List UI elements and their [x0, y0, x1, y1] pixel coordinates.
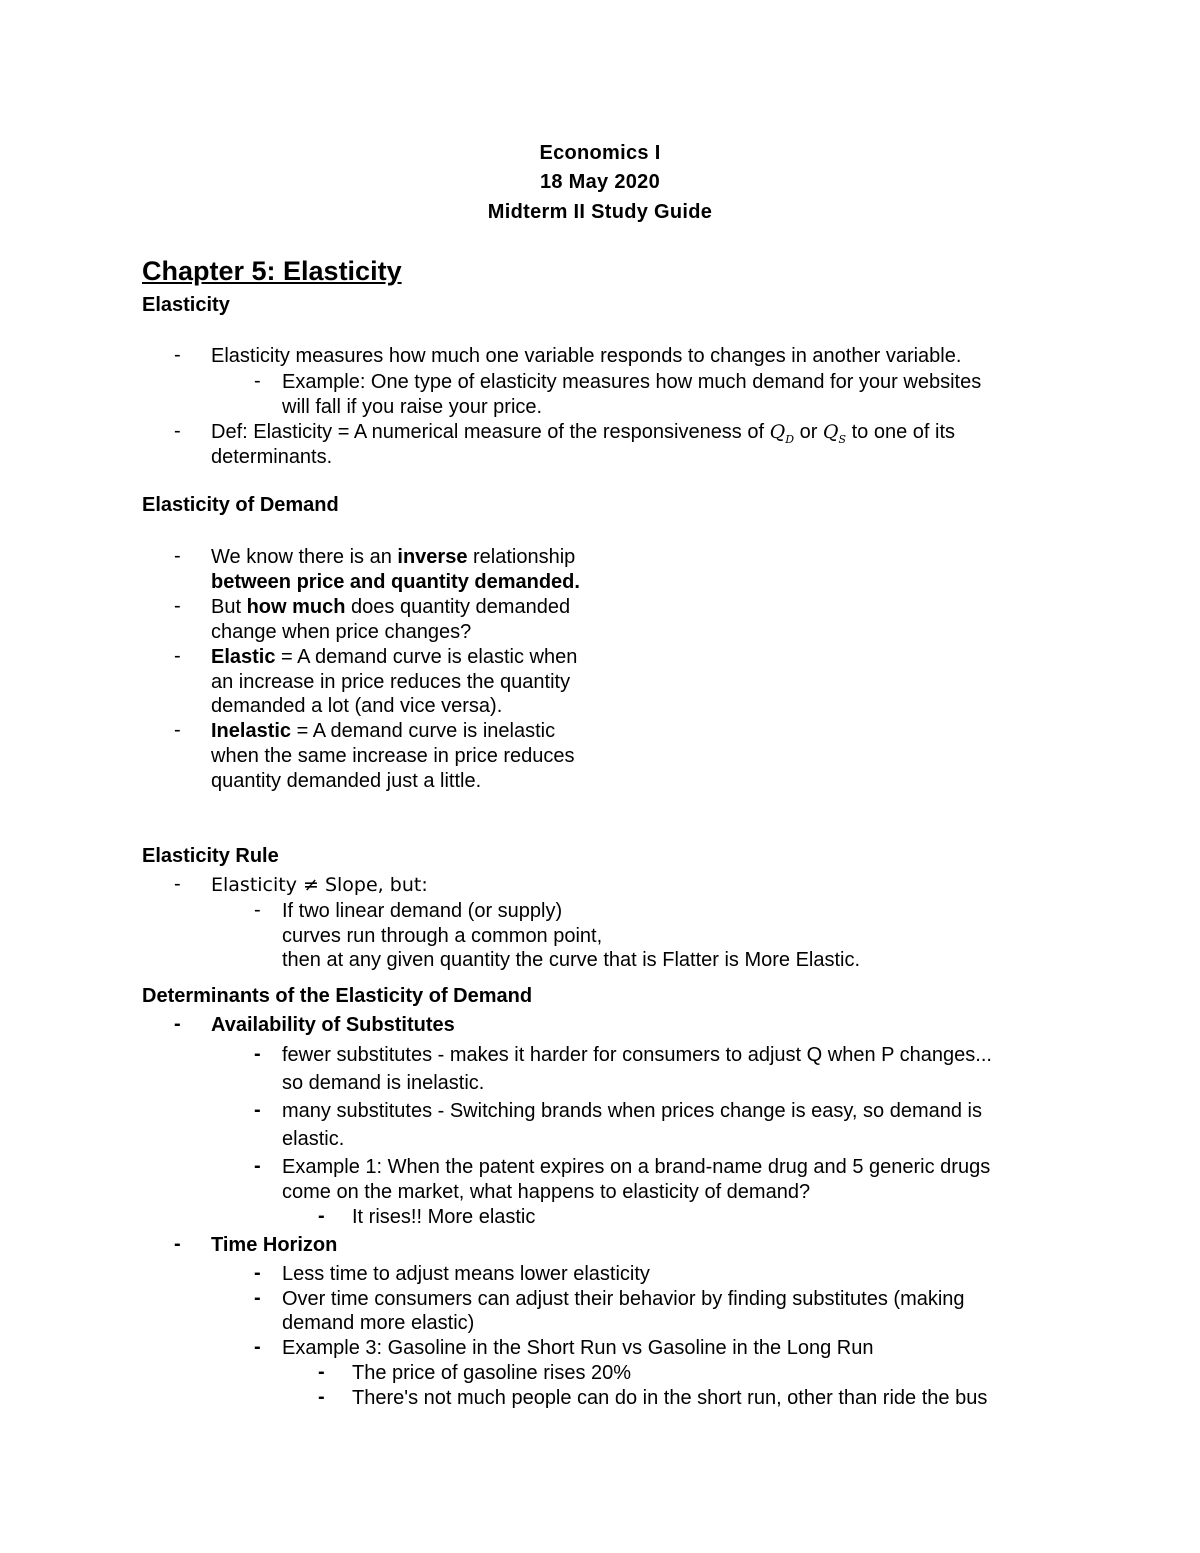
list-item-continued: when the same increase in price reduces: [211, 745, 575, 767]
definition-text: Def: Elasticity = A numerical measure of the responsiveness of: [211, 421, 770, 443]
list-item-continued: demand more elastic): [282, 1312, 475, 1334]
list-item: We know there is an inverse relationship: [211, 546, 576, 568]
list-item: The price of gasoline rises 20%: [352, 1362, 632, 1384]
list-item-continued: elastic.: [282, 1128, 345, 1150]
bullet-dash: -: [174, 1233, 181, 1255]
bullet-dash: -: [254, 1287, 261, 1309]
list-item: Over time consumers can adjust their behavior by finding substitutes (making: [282, 1288, 965, 1310]
list-item-continued: quantity demanded just a little.: [211, 770, 482, 792]
subheading-substitutes: Availability of Substitutes: [211, 1014, 455, 1036]
section-heading-elasticity: Elasticity: [142, 294, 230, 316]
list-item-continued: will fall if you raise your price.: [282, 396, 543, 418]
list-item-continued: come on the market, what happens to elasticity of demand?: [282, 1181, 811, 1203]
list-item-continued: change when price changes?: [211, 621, 472, 643]
bullet-dash: -: [174, 1013, 181, 1035]
bullet-dash: -: [174, 645, 181, 667]
bullet-dash: -: [254, 1262, 261, 1284]
chapter-heading: Chapter 5: Elasticity: [142, 256, 402, 286]
list-item: Elasticity ≠ Slope, but:: [211, 874, 428, 896]
definition-tail: to one of its: [846, 421, 956, 443]
list-item-continued: then at any given quantity the curve that is Flatter is More Elastic.: [282, 949, 861, 971]
bullet-dash: -: [254, 1336, 261, 1358]
bullet-dash: -: [254, 1043, 261, 1065]
bullet-dash: -: [174, 420, 181, 442]
or-text: or: [794, 421, 823, 443]
list-item: Inelastic = A demand curve is inelastic: [211, 720, 556, 742]
list-item: Less time to adjust means lower elasticity: [282, 1263, 650, 1285]
section-heading-rule: Elasticity Rule: [142, 845, 279, 867]
bullet-dash: -: [318, 1386, 325, 1408]
qs-symbol: $Q_S$: [822, 421, 847, 446]
list-item: fewer substitutes - makes it harder for consumers to adjust Q when P changes...: [282, 1044, 992, 1066]
bullet-dash: -: [254, 370, 261, 392]
bullet-dash: -: [174, 873, 181, 895]
document-title: Midterm II Study Guide: [487, 201, 713, 223]
bullet-dash: -: [318, 1205, 325, 1227]
list-item-continued: curves run through a common point,: [282, 925, 603, 947]
bullet-dash: -: [254, 1099, 261, 1121]
bullet-dash: -: [254, 1155, 261, 1177]
bullet-dash: -: [254, 899, 261, 921]
list-item: If two linear demand (or supply): [282, 900, 563, 922]
list-item: many substitutes - Switching brands when prices change is easy, so demand is: [282, 1100, 982, 1122]
list-item-continued: demanded a lot (and vice versa).: [211, 695, 503, 717]
bullet-dash: -: [174, 344, 181, 366]
document-date: 18 May 2020: [539, 171, 661, 193]
section-heading-demand: Elasticity of Demand: [142, 494, 339, 516]
list-item: There's not much people can do in the short run, other than ride the bus: [352, 1387, 988, 1409]
bullet-dash: -: [174, 595, 181, 617]
subheading-time-horizon: Time Horizon: [211, 1234, 338, 1256]
list-item-continued: so demand is inelastic.: [282, 1072, 485, 1094]
bullet-dash: -: [318, 1361, 325, 1383]
list-item: Elasticity measures how much one variable responds to changes in another variable.: [211, 345, 962, 367]
list-item: Example: One type of elasticity measures how much demand for your websites: [282, 371, 982, 393]
list-item-continued: an increase in price reduces the quantity: [211, 671, 571, 693]
list-item-continued: determinants.: [211, 446, 333, 468]
course-title: Economics I: [539, 142, 661, 164]
list-item: Example 3: Gasoline in the Short Run vs Gasoline in the Long Run: [282, 1337, 874, 1359]
qd-symbol: $Q_D$: [769, 421, 795, 446]
bullet-dash: -: [174, 545, 181, 567]
list-item-continued: between price and quantity demanded.: [211, 571, 580, 593]
section-heading-determinants: Determinants of the Elasticity of Demand: [142, 985, 533, 1007]
list-item: But how much does quantity demanded: [211, 596, 571, 618]
list-item: It rises!! More elastic: [352, 1206, 536, 1228]
bullet-dash: -: [174, 719, 181, 741]
list-item: Example 1: When the patent expires on a brand-name drug and 5 generic drugs: [282, 1156, 991, 1178]
list-item: Elastic = A demand curve is elastic when: [211, 646, 578, 668]
